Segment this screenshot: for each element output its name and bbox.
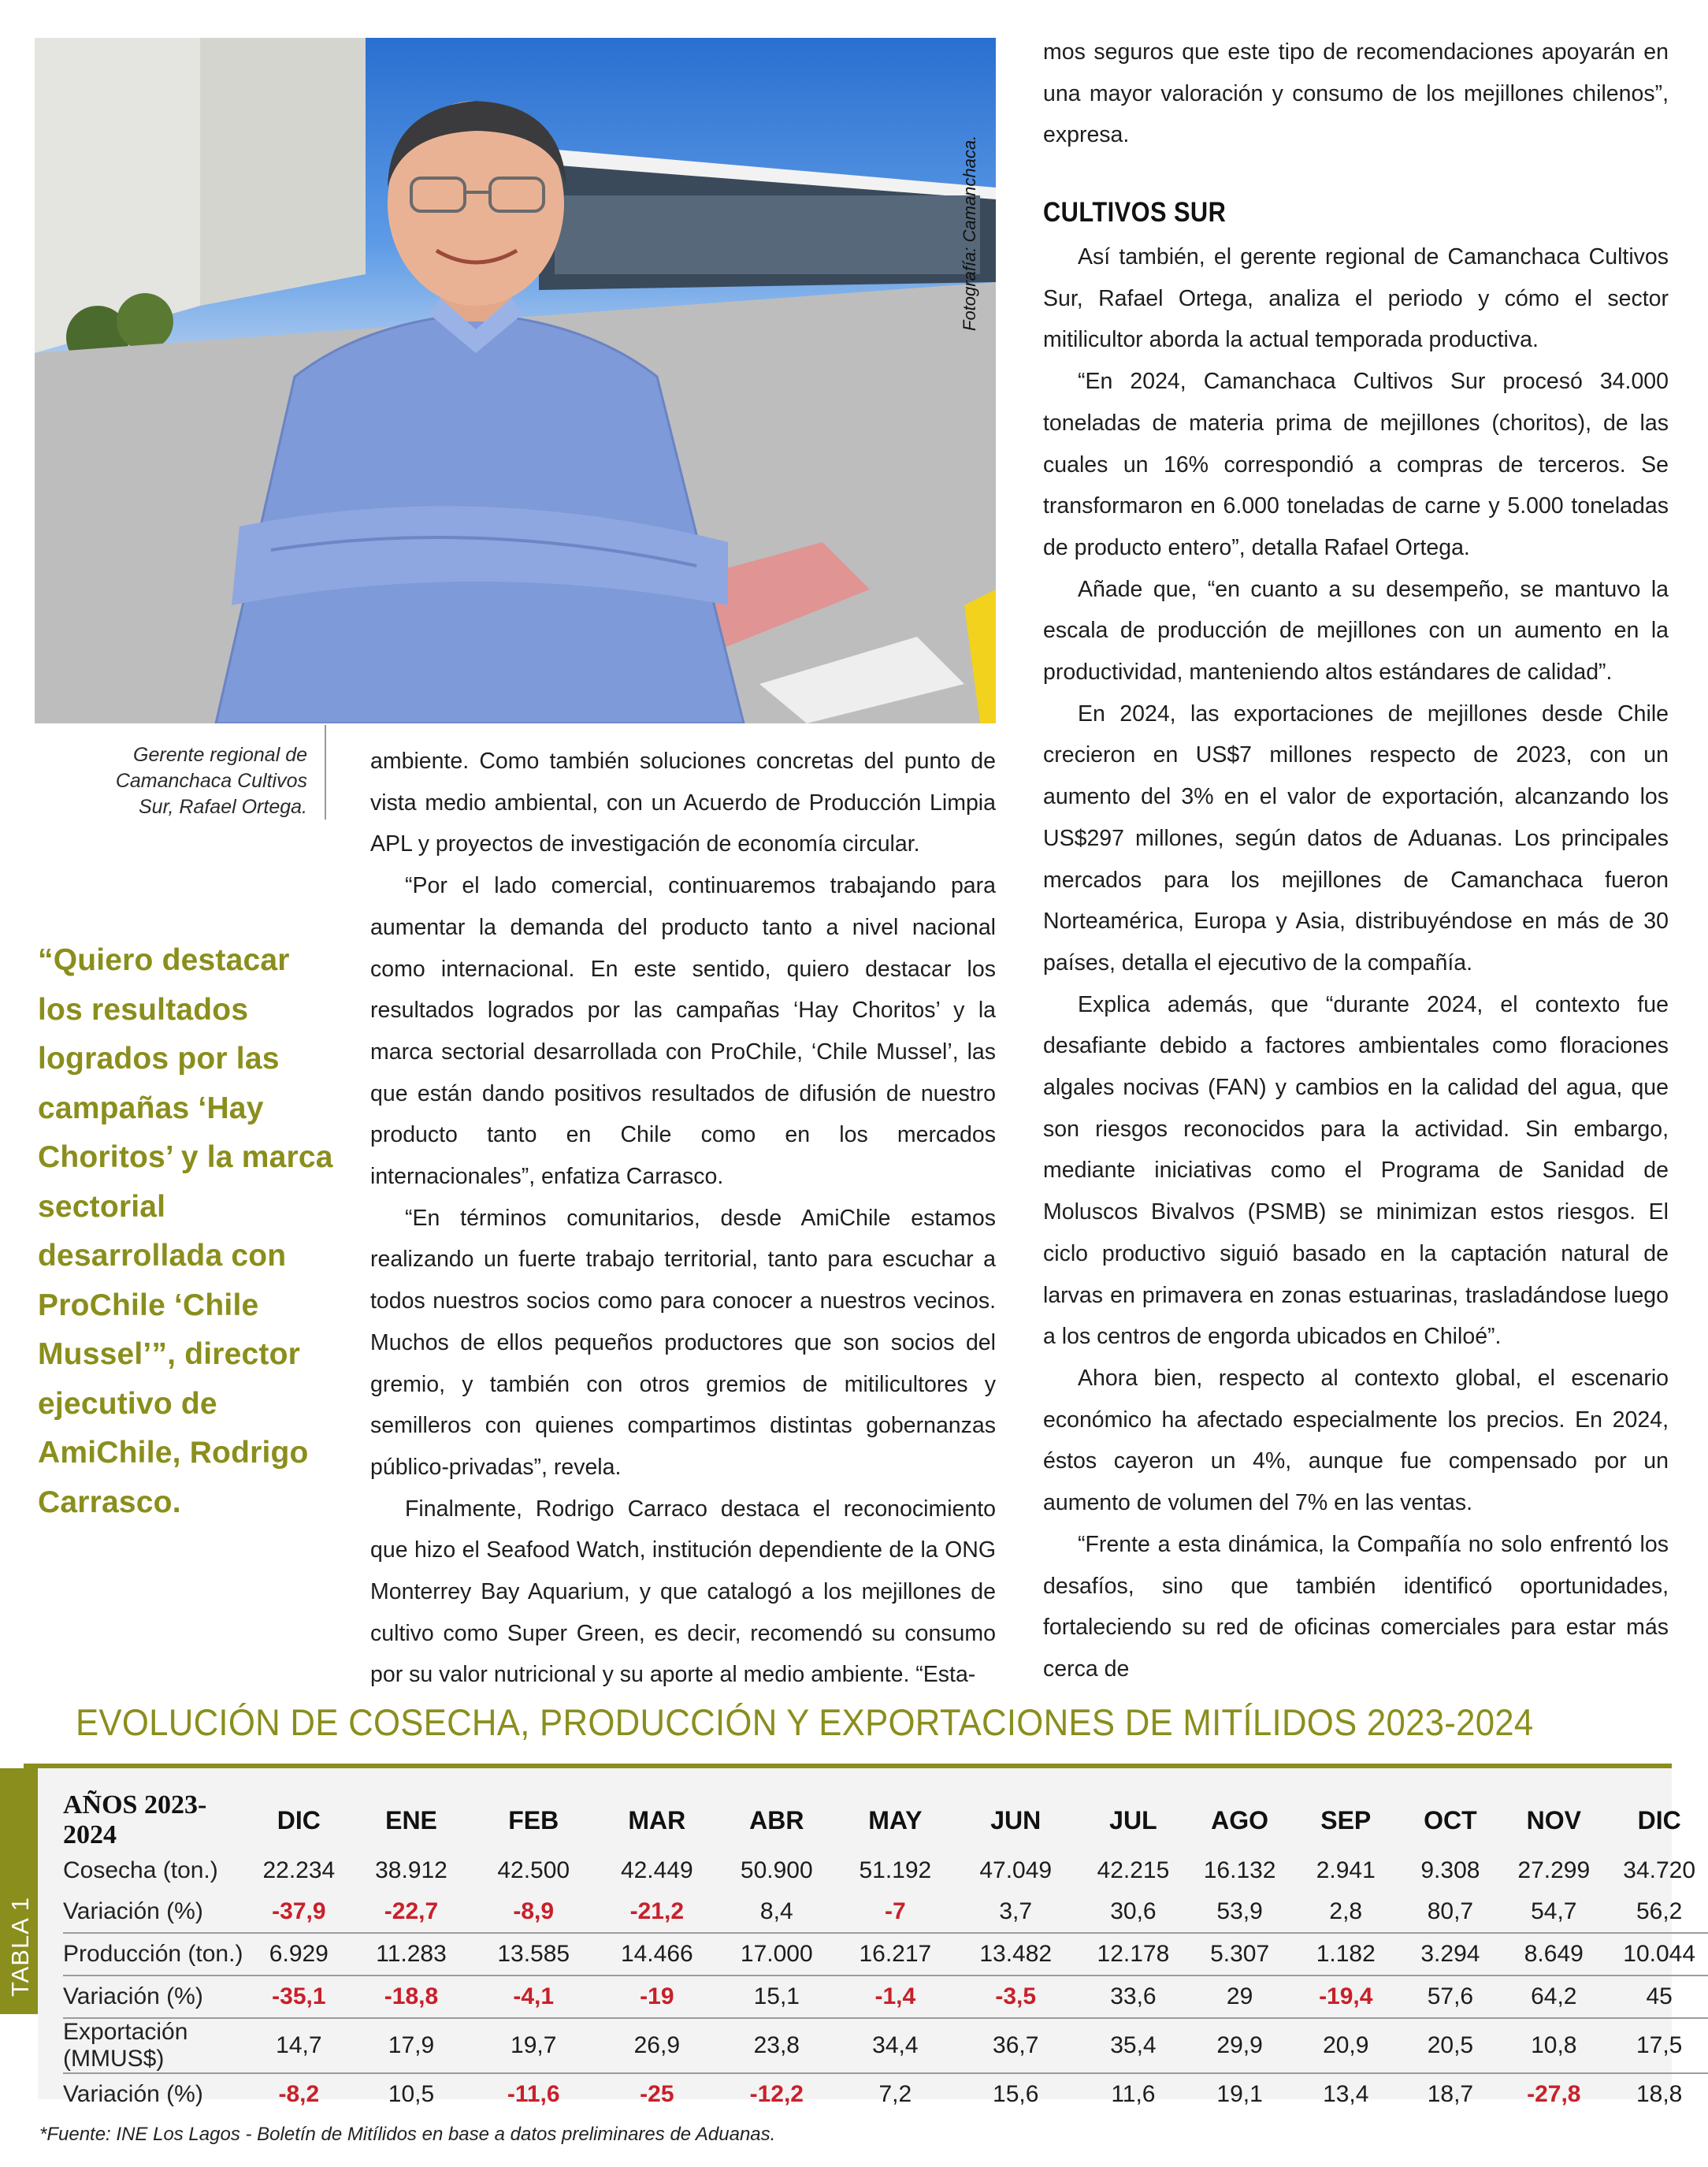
table-cell: 42.500 <box>497 1857 570 1883</box>
table-cell: 13,4 <box>1323 2081 1369 2107</box>
article-column-3 <box>1043 236 1669 1690</box>
table-cell: -12,2 <box>749 2081 804 2107</box>
caption-line: Sur, Rafael Ortega. <box>138 796 307 818</box>
table-cell: 16.132 <box>1203 1857 1276 1883</box>
table-cell: 11.283 <box>350 1933 472 1976</box>
row-label: Variación (%) <box>63 1891 247 1933</box>
table-cell: 27.299 <box>1517 1857 1591 1883</box>
table-cell: 18,8 <box>1636 2081 1683 2107</box>
table-cell: 22.234 <box>262 1857 336 1883</box>
table-cell: 38.912 <box>375 1857 447 1883</box>
table-cell: 18,7 <box>1427 2081 1474 2107</box>
table-cell: 17,5 <box>1610 2018 1708 2073</box>
table-cell: -25 <box>640 2081 674 2107</box>
table-cell: -4,1 <box>473 1976 595 2018</box>
paragraph: ambiente. Como también soluciones concretas del punto de vista medio ambiental, con un Acuerdo de Producción Limpia APL y proyectos de investigación de economía circular. <box>370 749 996 857</box>
table-cell: 33,6 <box>1075 1976 1192 2018</box>
paragraph: “En 2024, Camanchaca Cultivos Sur procesó 34.000 toneladas de materia prima de mejillones (choritos), de las cuales un 16% correspondió a compras de terceros. Se transformaron en 6.000 toneladas de carne y 5.000 toneladas de producto entero”, detalla Rafael Ortega. <box>1043 369 1669 560</box>
paragraph: “En términos comunitarios, desde AmiChile estamos realizando un fuerte trabajo territorial, tanto para escuchar a todos nuestros socios como para conocer a nuestros vecinos. Muchos de ellos pequeños productores que son socios del gremio, y también con otros gremios de mitilicultores y semilleros con quienes compartimos distintas gobernanzas público-privadas”, revela. <box>370 1205 996 1480</box>
table-cell: -8,2 <box>278 2081 320 2107</box>
photo-credit: Fotografía: Camanchaca. <box>960 135 979 331</box>
photo-caption <box>79 742 307 820</box>
month-header: ABR <box>749 1805 804 1834</box>
row-label: Exportación (MMUS$) <box>63 2018 247 2073</box>
table-cell: -22,7 <box>350 1891 472 1933</box>
table-cell: -8,9 <box>473 1891 595 1933</box>
table-cell: 29 <box>1191 1976 1288 2018</box>
month-header: NOV <box>1526 1805 1581 1834</box>
table-cell: 3,7 <box>956 1891 1075 1933</box>
table-cell: 6.929 <box>247 1933 350 1976</box>
month-header: DIC <box>277 1805 321 1834</box>
table-cell: -11,6 <box>507 2081 560 2107</box>
table-cell: 2.941 <box>1316 1857 1376 1883</box>
caption-divider <box>325 725 326 820</box>
table-cell: 17.000 <box>719 1933 834 1976</box>
table-cell: 10,8 <box>1497 2018 1610 2073</box>
table-cell: 57,6 <box>1404 1976 1498 2018</box>
month-header: FEB <box>508 1805 559 1834</box>
section-subhead: CULTIVOS SUR <box>1043 197 1227 228</box>
paragraph: En 2024, las exportaciones de mejillones desde Chile crecieron en US$7 millones respecto de 2023, con un aumento del 3% en el valor de exportación, alcanzando los US$297 millones, según datos de Aduanas. Los principales mercados para los mejillones de Camanchaca fueron Norteamérica, Europa y Asia, distribuyéndose en más de 30 países, detalla el ejecutivo de la compañía. <box>1043 701 1669 976</box>
month-header: ENE <box>385 1805 437 1834</box>
month-header: MAY <box>868 1805 923 1834</box>
table-cell: -19,4 <box>1288 1976 1404 2018</box>
table-cell: -19 <box>595 1976 719 2018</box>
portrait-photo <box>35 38 996 723</box>
table-cell: 20,5 <box>1404 2018 1498 2073</box>
table-cell: 11,6 <box>1111 2081 1156 2107</box>
table-source: *Fuente: INE Los Lagos - Boletín de Mitílidos en base a datos preliminares de Aduanas. <box>39 2124 776 2145</box>
paragraph: Ahora bien, respecto al contexto global, el escenario económico ha afectado especialmente los precios. En 2024, éstos cayeron un 4%, aunque fue compensado por un aumento de volumen del 7% en las ventas. <box>1043 1365 1669 1516</box>
table-row <box>63 1976 1708 2018</box>
table-cell: 34,4 <box>834 2018 956 2073</box>
table-cell: 10.044 <box>1610 1933 1708 1976</box>
table-cell: 17,9 <box>350 2018 472 2073</box>
table-cell: -7 <box>834 1891 956 1933</box>
row-label: Variación (%) <box>63 2081 203 2107</box>
table-cell: -21,2 <box>595 1891 719 1933</box>
table-cell: 80,7 <box>1404 1891 1498 1933</box>
row-label: Variación (%) <box>63 1976 247 2018</box>
table-cell: -27,8 <box>1527 2081 1581 2107</box>
table-cell: -37,9 <box>247 1891 350 1933</box>
month-header: MAR <box>628 1805 686 1834</box>
table-header-row <box>63 1790 1708 1850</box>
table-cell: 35,4 <box>1075 2018 1192 2073</box>
table-cell: 14,7 <box>247 2018 350 2073</box>
table-cell: 56,2 <box>1610 1891 1708 1933</box>
table-cell: 29,9 <box>1191 2018 1288 2073</box>
paragraph: Explica además, que “durante 2024, el contexto fue desafiante debido a factores ambientales como floraciones algales nocivas (FAN) y cambios en la calidad del agua, que son riesgos reconocidos para la actividad. Sin embargo, mediante iniciativas como el Programa de Sanidad de Moluscos Bivalvos (PSMB) se minimizan estos riesgos. El ciclo productivo siguió basado en la captación natural de larvas en primavera en zonas estuarinas, trasladándose luego a los centros de engorda ubicados en Chiloé”. <box>1043 991 1669 1350</box>
table-cell: 7,2 <box>878 2081 912 2107</box>
table-title: EVOLUCIÓN DE COSECHA, PRODUCCIÓN Y EXPORTACIONES DE MITÍLIDOS 2023-2024 <box>76 1701 1534 1743</box>
paragraph: “Frente a esta dinámica, la Compañía no solo enfrentó los desafíos, sino que también identificó oportunidades, fortaleciendo su red de oficinas comerciales para estar más cerca de <box>1043 1531 1669 1682</box>
table-cell: 16.217 <box>834 1933 956 1976</box>
article-column-2 <box>370 741 996 1696</box>
table-cell: 13.482 <box>956 1933 1075 1976</box>
table-cell: 34.720 <box>1623 1857 1696 1883</box>
paragraph: mos seguros que este tipo de recomendaciones apoyarán en una mayor valoración y consumo de los mejillones chilenos”, expresa. <box>1043 39 1669 148</box>
caption-line: Gerente regional de <box>133 744 307 766</box>
paragraph: Finalmente, Rodrigo Carraco destaca el reconocimiento que hizo el Seafood Watch, institución dependiente de la ONG Monterrey Bay Aquarium, y que catalogó a los mejillones de cultivo como Super Green, es decir, recomendó su consumo por su valor nutricional y su aporte al medio ambiente. “Esta- <box>370 1496 996 1688</box>
table-cell: 12.178 <box>1075 1933 1192 1976</box>
table-cell: -1,4 <box>834 1976 956 2018</box>
table-cell: 30,6 <box>1075 1891 1192 1933</box>
month-header: JUN <box>990 1805 1042 1834</box>
table-cell: 3.294 <box>1404 1933 1498 1976</box>
table-cell: 8.649 <box>1497 1933 1610 1976</box>
month-header: DIC <box>1637 1805 1681 1834</box>
table-cell: 8,4 <box>719 1891 834 1933</box>
table-cell: 1.182 <box>1288 1933 1404 1976</box>
table-cell: 36,7 <box>956 2018 1075 2073</box>
table-cell: -18,8 <box>350 1976 472 2018</box>
pull-quote: “Quiero destacar los resultados logrados por las campañas ‘Hay Choritos’ y la marca sectorial desarrollada con ProChile ‘Chile Mussel’”, director ejecutivo de AmiChile, Rodrigo Carrasco. <box>38 943 333 1519</box>
table-cell: 54,7 <box>1497 1891 1610 1933</box>
table-tab <box>0 1768 38 2014</box>
header-label: AÑOS 2023-2024 <box>63 1790 207 1849</box>
paragraph: Así también, el gerente regional de Camanchaca Cultivos Sur, Rafael Ortega, analiza el periodo y cómo el sector mitilicultor aborda la actual temporada productiva. <box>1043 244 1669 353</box>
table-cell: -35,1 <box>247 1976 350 2018</box>
table-cell: 50.900 <box>740 1857 813 1883</box>
article-column-3-top <box>1043 32 1669 156</box>
paragraph: Añade que, “en cuanto a su desempeño, se mantuvo la escala de producción de mejillones con un aumento en la productividad, manteniendo altos estándares de calidad”. <box>1043 576 1669 686</box>
table-cell: 47.049 <box>979 1857 1053 1883</box>
table-body <box>63 1850 1708 2115</box>
table-tab-label: TABLA 1 <box>6 1896 34 1997</box>
table-cell: 64,2 <box>1497 1976 1610 2018</box>
month-header: JUL <box>1109 1805 1157 1834</box>
table-cell: -3,5 <box>956 1976 1075 2018</box>
month-header: AGO <box>1211 1805 1269 1834</box>
row-label: Cosecha (ton.) <box>63 1857 218 1883</box>
table-cell: 19,1 <box>1216 2081 1263 2107</box>
row-label: Producción (ton.) <box>63 1933 247 1976</box>
table-cell: 15,1 <box>719 1976 834 2018</box>
table-cell: 26,9 <box>595 2018 719 2073</box>
month-header: SEP <box>1320 1805 1372 1834</box>
table-cell: 13.585 <box>473 1933 595 1976</box>
table-cell: 5.307 <box>1191 1933 1288 1976</box>
table-row <box>63 1933 1708 1976</box>
data-table <box>63 1790 1708 2115</box>
table-cell: 42.449 <box>620 1857 693 1883</box>
month-header: OCT <box>1424 1805 1477 1834</box>
table-cell: 42.215 <box>1097 1857 1170 1883</box>
table-cell: 10,5 <box>388 2081 435 2107</box>
table-row <box>63 2018 1708 2073</box>
table-cell: 45 <box>1610 1976 1708 2018</box>
table-cell: 51.192 <box>859 1857 932 1883</box>
table-cell: 53,9 <box>1191 1891 1288 1933</box>
table-row <box>63 1850 1708 1891</box>
table-cell: 9.308 <box>1420 1857 1480 1883</box>
table-cell: 2,8 <box>1288 1891 1404 1933</box>
paragraph: “Por el lado comercial, continuaremos trabajando para aumentar la demanda del producto tanto a nivel nacional como internacional. En este sentido, quiero destacar los resultados logrados por las campañas ‘Hay Choritos’ y la marca sectorial desarrollada con ProChile, ‘Chile Mussel’, las que están dando positivos resultados de difusión de nuestro producto tanto en Chile como en los mercados internacionales”, enfatiza Carrasco. <box>370 873 996 1190</box>
table-cell: 19,7 <box>473 2018 595 2073</box>
table-cell: 20,9 <box>1288 2018 1404 2073</box>
table-cell: 23,8 <box>719 2018 834 2073</box>
table-cell: 14.466 <box>595 1933 719 1976</box>
table-row <box>63 1891 1708 1933</box>
table-cell: 15,6 <box>993 2081 1039 2107</box>
caption-line: Camanchaca Cultivos <box>115 770 307 792</box>
table-row <box>63 2073 1708 2115</box>
